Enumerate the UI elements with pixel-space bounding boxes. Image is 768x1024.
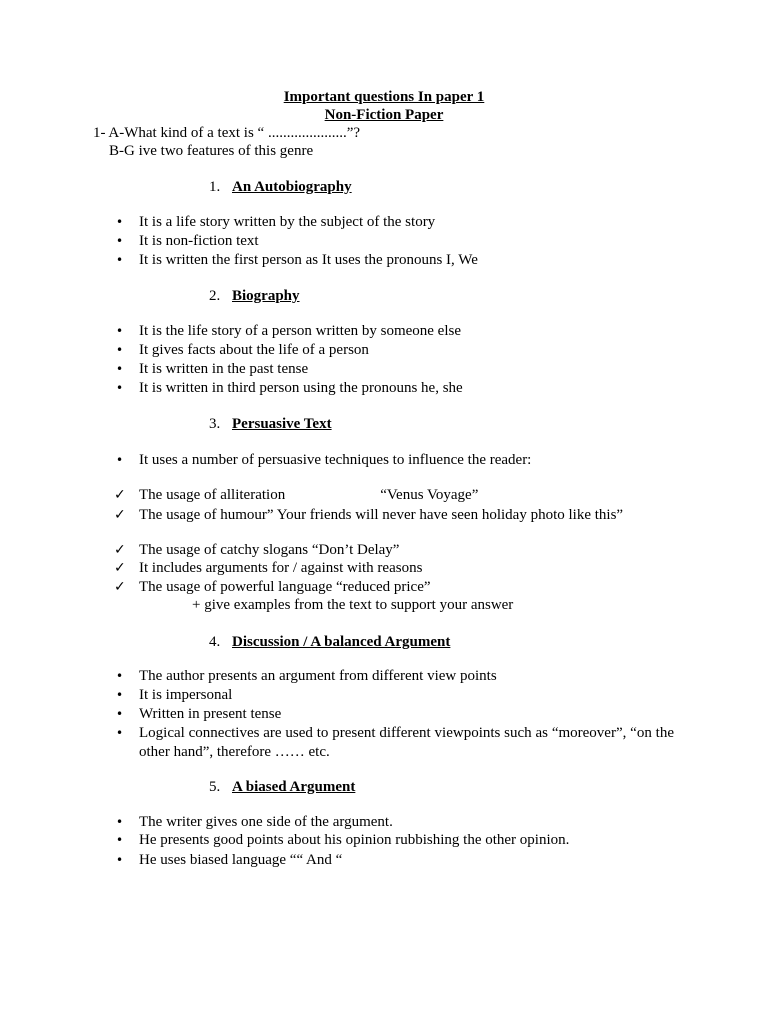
- section-title: Discussion / A balanced Argument: [232, 634, 451, 650]
- checkmark-icon: ✓: [114, 560, 126, 576]
- check-item: ✓ The usage of catchy slogans “Don’t Delay”: [114, 542, 400, 558]
- document-subtitle: Non-Fiction Paper: [324, 107, 444, 123]
- bullet-icon: •: [116, 324, 124, 338]
- check-item: ✓ The usage of alliteration “Venus Voyage”: [114, 487, 479, 503]
- bullet-icon: •: [116, 815, 124, 829]
- section-title: Biography: [232, 288, 300, 304]
- checkmark-icon: ✓: [114, 507, 126, 523]
- question-line-b: B-G ive two features of this genre: [109, 143, 314, 159]
- list-item: • It is written in third person using the pronouns he, she: [116, 380, 463, 396]
- section-number: 3.: [209, 416, 221, 432]
- bullet-icon: •: [116, 253, 124, 267]
- list-item: • It is written the first person as It uses the pronouns I, We: [116, 252, 478, 268]
- list-item: • It is impersonal: [116, 687, 233, 703]
- section-number: 1.: [209, 179, 221, 195]
- question-line-a: 1- A-What kind of a text is “ .....................”?: [93, 125, 361, 141]
- list-item: • He presents good points about his opinion rubbishing the other opinion.: [116, 832, 570, 848]
- section-heading-persuasive-text: [209, 415, 332, 434]
- bullet-icon: •: [116, 669, 124, 683]
- bullet-icon: •: [116, 453, 124, 467]
- bullet-icon: •: [116, 833, 124, 847]
- section-heading-autobiography: [209, 178, 352, 197]
- check-item: ✓ The usage of humour” Your friends will never have seen holiday photo like this”: [114, 507, 624, 523]
- bullet-icon: •: [116, 707, 124, 721]
- list-item: • It is written in the past tense: [116, 361, 309, 377]
- section-heading-biography: [209, 287, 300, 306]
- check-item: ✓ It includes arguments for / against with reasons: [114, 560, 423, 576]
- list-item: • It gives facts about the life of a person: [116, 342, 369, 358]
- document-title: Important questions In paper 1: [283, 89, 485, 105]
- checkmark-icon: ✓: [114, 487, 126, 503]
- bullet-icon: •: [116, 381, 124, 395]
- section-number: 2.: [209, 288, 221, 304]
- section-heading-biased-argument: [209, 778, 355, 797]
- bullet-icon: •: [116, 853, 124, 867]
- list-item: • The writer gives one side of the argument.: [116, 814, 393, 830]
- bullet-icon: •: [116, 688, 124, 702]
- list-item: • Written in present tense: [116, 706, 282, 722]
- bullet-icon: •: [116, 234, 124, 248]
- examples-note: + give examples from the text to support your answer: [192, 597, 514, 613]
- checkmark-icon: ✓: [114, 542, 126, 558]
- bullet-icon: •: [116, 726, 124, 740]
- check-item: ✓ The usage of powerful language “reduced price”: [114, 579, 431, 595]
- section-number: 5.: [209, 779, 221, 795]
- list-item: • Logical connectives are used to present different viewpoints such as “moreover”, “on the other hand”, therefore …… etc.: [116, 725, 674, 760]
- section-number: 4.: [209, 634, 221, 650]
- section-heading-balanced-argument: [209, 633, 450, 652]
- list-item: • It is a life story written by the subject of the story: [116, 214, 436, 230]
- list-item: • It is the life story of a person written by someone else: [116, 323, 462, 339]
- bullet-icon: •: [116, 215, 124, 229]
- check-item-example: “Venus Voyage”: [380, 487, 479, 503]
- list-item: • It is non-fiction text: [116, 233, 259, 249]
- list-item: • He uses biased language ““ And “: [116, 852, 343, 868]
- list-item: • It uses a number of persuasive techniques to influence the reader:: [116, 452, 532, 468]
- section-title: Persuasive Text: [232, 416, 332, 432]
- checkmark-icon: ✓: [114, 579, 126, 595]
- bullet-icon: •: [116, 343, 124, 357]
- bullet-icon: •: [116, 362, 124, 376]
- section-title: An Autobiography: [232, 179, 352, 195]
- section-title: A biased Argument: [232, 779, 356, 795]
- list-item: • The author presents an argument from different view points: [116, 668, 497, 684]
